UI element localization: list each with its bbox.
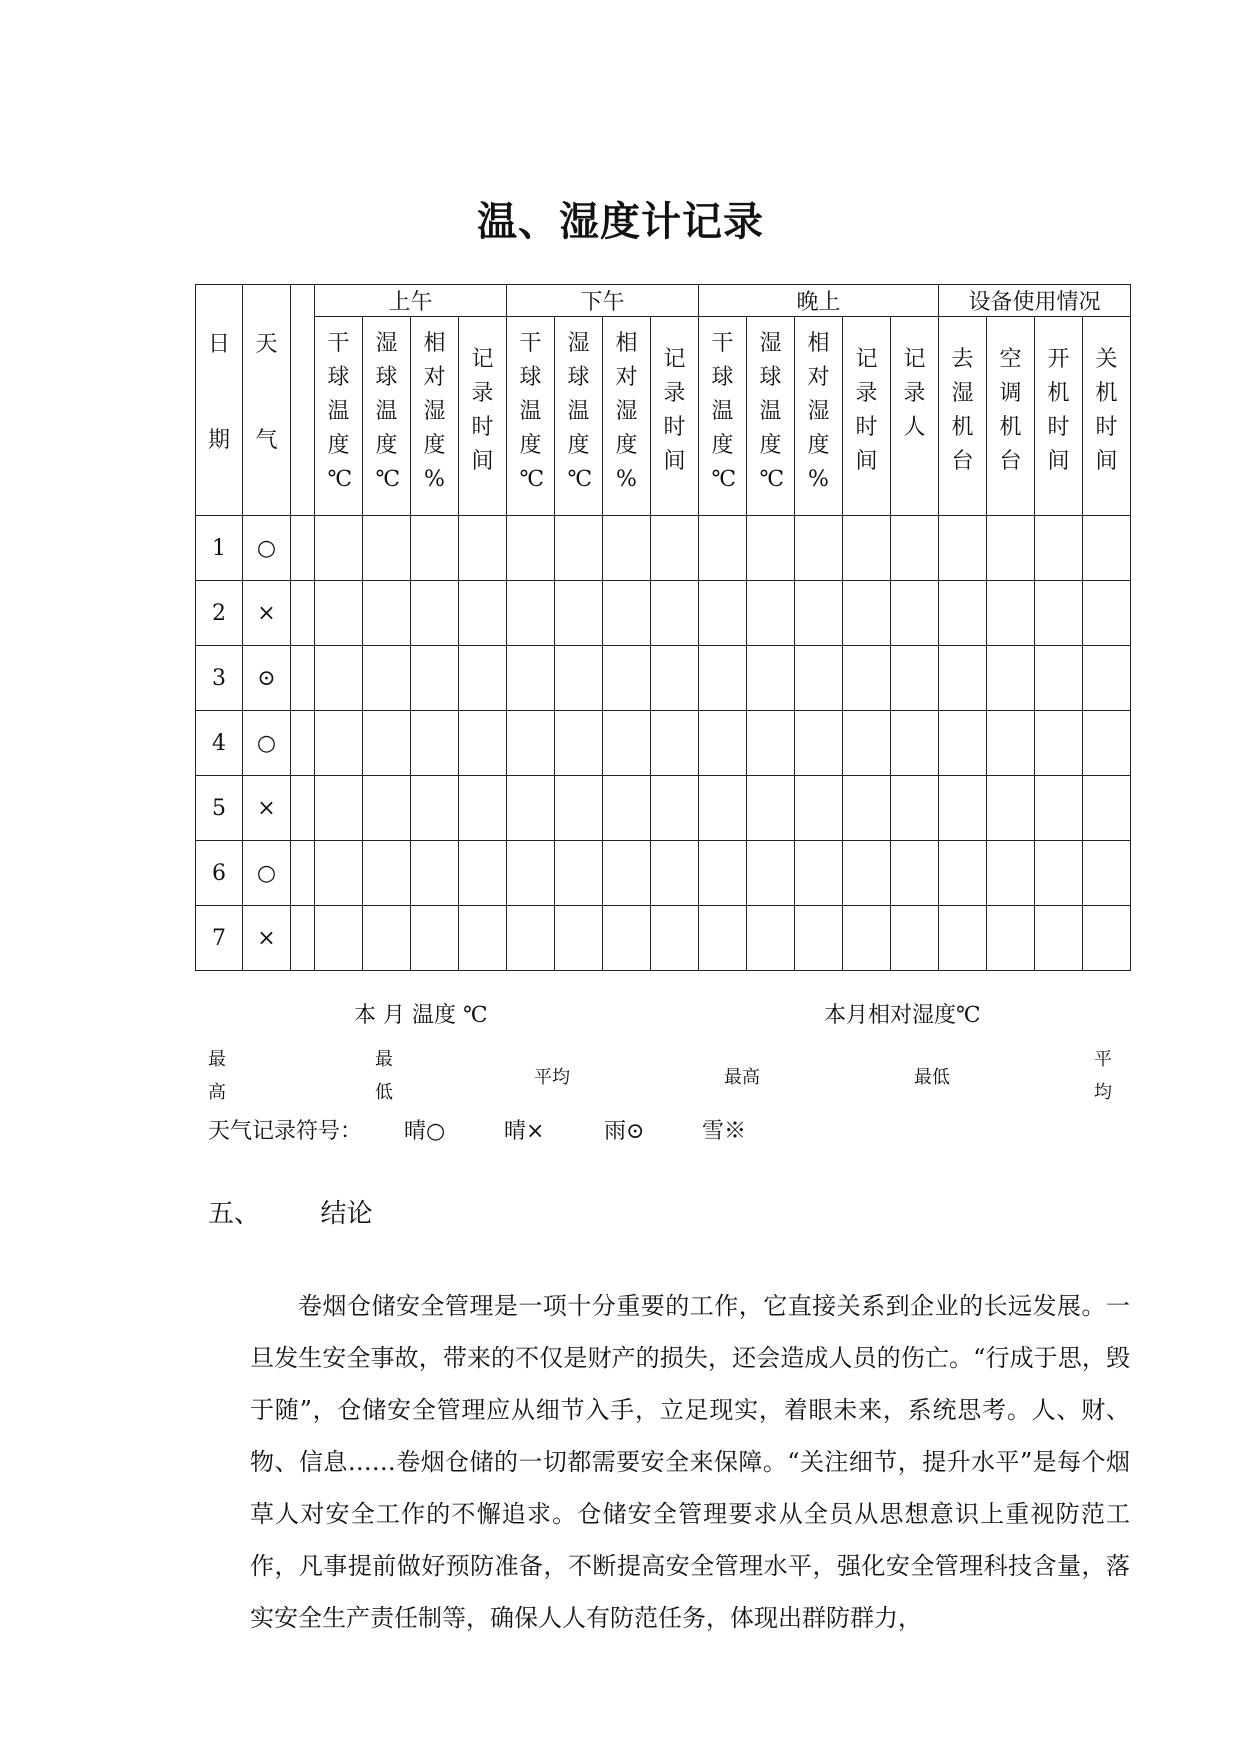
empty-cell[interactable] [555,516,603,581]
group-afternoon: 下午 [507,285,699,317]
empty-cell[interactable] [891,906,939,971]
weather-cell: ○ [243,516,291,581]
empty-cell[interactable] [1035,906,1083,971]
empty-cell[interactable] [459,841,507,906]
empty-cell[interactable] [891,711,939,776]
empty-cell[interactable] [555,711,603,776]
empty-cell[interactable] [939,516,987,581]
empty-cell[interactable] [315,841,363,906]
empty-cell[interactable] [603,711,651,776]
empty-cell[interactable] [939,776,987,841]
empty-cell[interactable] [987,906,1035,971]
empty-cell[interactable] [363,646,411,711]
empty-cell[interactable] [507,646,555,711]
section-number: 五、 [208,1199,261,1229]
empty-cell[interactable] [603,776,651,841]
table-row [196,711,1131,776]
empty-cell[interactable] [291,516,315,581]
empty-cell[interactable] [1035,776,1083,841]
evening-col-header: 记录人 [891,317,939,516]
morning-col-header: 湿球温度 ℃ [363,317,411,516]
empty-cell[interactable] [1083,776,1131,841]
day-cell: 5 [196,776,243,841]
evening-col-header: 记录时间 [843,317,891,516]
afternoon-col-header: 记录时间 [651,317,699,516]
empty-cell[interactable] [843,646,891,711]
empty-cell[interactable] [1083,841,1131,906]
equipment-col-header: 关机时间 [1083,317,1131,516]
empty-cell[interactable] [1083,516,1131,581]
empty-cell[interactable] [843,516,891,581]
empty-cell[interactable] [363,711,411,776]
page-title: 温、湿度计记录 [477,199,764,245]
section-heading [208,1193,373,1230]
empty-cell[interactable] [795,581,843,646]
empty-cell[interactable] [291,646,315,711]
weather-cell: ○ [243,841,291,906]
empty-cell[interactable] [459,581,507,646]
day-cell: 4 [196,711,243,776]
empty-cell[interactable] [507,841,555,906]
empty-cell[interactable] [891,516,939,581]
empty-cell[interactable] [315,776,363,841]
empty-cell[interactable] [411,776,459,841]
legend-sunny-cross: 晴× [504,1119,545,1144]
date-header: 日期 [196,285,243,516]
avg-humidity-label: 平 均 [1094,1049,1112,1103]
empty-cell[interactable] [891,646,939,711]
conclusion-paragraph: 卷烟仓储安全管理是一项十分重要的工作，它直接关系到企业的长远发展。一旦发生安全事故，带来的不仅是财产的损失，还会造成人员的伤亡。“行成于思，毁于随”，仓储安全管理应从细节入手，立足现实，着眼未来，系统思考。人、财、物、信息……卷烟仓储的一切都需要安全来保障。“关注细节，提升水平”是每个烟草人对安全工作的不懈追求。仓储安全管理要求从全员从思想意识上重视防范工作，凡事提前做好预防准备，不断提高安全管理水平，强化安全管理科技含量，落实安全生产责任制等，确保人人有防范任务，体现出群防群力， [250,1292,1130,1632]
empty-cell[interactable] [699,581,747,646]
empty-cell[interactable] [651,841,699,906]
empty-cell[interactable] [795,646,843,711]
empty-cell[interactable] [555,776,603,841]
empty-cell[interactable] [363,776,411,841]
monthly-temperature-label: 本 月 温度 ℃ [354,1003,488,1028]
empty-cell[interactable] [987,646,1035,711]
empty-cell[interactable] [291,906,315,971]
empty-cell[interactable] [939,646,987,711]
empty-cell[interactable] [291,711,315,776]
empty-cell[interactable] [987,711,1035,776]
legend-snow: 雪※ [702,1119,747,1144]
empty-cell[interactable] [651,646,699,711]
empty-cell[interactable] [507,581,555,646]
empty-cell[interactable] [459,516,507,581]
weather-cell: ⊙ [243,646,291,711]
empty-cell[interactable] [1035,516,1083,581]
evening-col-header: 湿球温度 ℃ [747,317,795,516]
empty-cell[interactable] [699,776,747,841]
day-cell: 2 [196,581,243,646]
evening-col-header: 干球温度 ℃ [699,317,747,516]
table-row [196,906,1131,971]
empty-cell[interactable] [507,516,555,581]
empty-cell[interactable] [651,776,699,841]
empty-cell[interactable] [939,581,987,646]
weather-header: 天气 [243,285,291,516]
empty-cell[interactable] [987,776,1035,841]
spacer-column [291,285,315,516]
empty-cell[interactable] [363,841,411,906]
empty-cell[interactable] [699,646,747,711]
table-row [196,776,1131,841]
min-temperature-label: 最 低 [375,1049,393,1103]
empty-cell[interactable] [795,841,843,906]
empty-cell[interactable] [459,906,507,971]
empty-cell[interactable] [507,906,555,971]
empty-cell[interactable] [987,516,1035,581]
empty-cell[interactable] [411,581,459,646]
empty-cell[interactable] [411,711,459,776]
empty-cell[interactable] [411,646,459,711]
empty-cell[interactable] [747,581,795,646]
weather-cell: × [243,906,291,971]
equipment-col-header: 空调机台 [987,317,1035,516]
empty-cell[interactable] [459,646,507,711]
table-row [196,516,1131,581]
avg-temperature-label: 平均 [534,1067,570,1088]
empty-cell[interactable] [651,711,699,776]
table-row [196,841,1131,906]
morning-col-header: 记录时间 [459,317,507,516]
empty-cell[interactable] [315,516,363,581]
empty-cell[interactable] [603,646,651,711]
empty-cell[interactable] [555,906,603,971]
empty-cell[interactable] [555,841,603,906]
group-evening: 晚上 [699,285,939,317]
weather-cell: × [243,776,291,841]
empty-cell[interactable] [699,516,747,581]
table-row [196,581,1131,646]
empty-cell[interactable] [747,516,795,581]
empty-cell[interactable] [459,711,507,776]
empty-cell[interactable] [555,646,603,711]
legend-sunny-circle: 晴○ [404,1119,446,1144]
afternoon-col-header: 湿球温度 ℃ [555,317,603,516]
empty-cell[interactable] [603,841,651,906]
max-temperature-label: 最 高 [208,1049,226,1103]
empty-cell[interactable] [1035,581,1083,646]
day-cell: 1 [196,516,243,581]
empty-cell[interactable] [891,581,939,646]
empty-cell[interactable] [843,776,891,841]
empty-cell[interactable] [843,841,891,906]
afternoon-col-header: 相对湿度 % [603,317,651,516]
empty-cell[interactable] [747,841,795,906]
empty-cell[interactable] [1035,646,1083,711]
empty-cell[interactable] [651,581,699,646]
evening-col-header: 相对湿度 % [795,317,843,516]
empty-cell[interactable] [291,581,315,646]
empty-cell[interactable] [291,841,315,906]
empty-cell[interactable] [699,906,747,971]
empty-cell[interactable] [843,906,891,971]
empty-cell[interactable] [603,516,651,581]
legend-rain: 雨⊙ [604,1119,645,1144]
day-cell: 3 [196,646,243,711]
equipment-col-header: 去湿机台 [939,317,987,516]
min-humidity-label: 最低 [914,1067,950,1088]
empty-cell[interactable] [699,711,747,776]
empty-cell[interactable] [795,776,843,841]
empty-cell[interactable] [411,906,459,971]
empty-cell[interactable] [987,581,1035,646]
empty-cell[interactable] [507,776,555,841]
empty-cell[interactable] [651,516,699,581]
empty-cell[interactable] [987,841,1035,906]
empty-cell[interactable] [1035,711,1083,776]
morning-col-header: 干球温度 ℃ [315,317,363,516]
empty-cell[interactable] [747,711,795,776]
empty-cell[interactable] [891,776,939,841]
empty-cell[interactable] [1083,906,1131,971]
empty-cell[interactable] [363,906,411,971]
monthly-humidity-label: 本月相对湿度℃ [824,1003,981,1028]
empty-cell[interactable] [747,776,795,841]
empty-cell[interactable] [363,516,411,581]
empty-cell[interactable] [747,906,795,971]
empty-cell[interactable] [795,516,843,581]
empty-cell[interactable] [315,711,363,776]
empty-cell[interactable] [1083,646,1131,711]
empty-cell[interactable] [459,776,507,841]
empty-cell[interactable] [843,581,891,646]
empty-cell[interactable] [1083,711,1131,776]
empty-cell[interactable] [1035,841,1083,906]
empty-cell[interactable] [939,906,987,971]
section-title: 结论 [320,1199,373,1229]
empty-cell[interactable] [315,906,363,971]
empty-cell[interactable] [411,516,459,581]
empty-cell[interactable] [1083,581,1131,646]
group-morning: 上午 [315,285,507,317]
empty-cell[interactable] [651,906,699,971]
empty-cell[interactable] [315,581,363,646]
empty-cell[interactable] [699,841,747,906]
weather-cell: ○ [243,711,291,776]
empty-cell[interactable] [411,841,459,906]
empty-cell[interactable] [507,711,555,776]
weather-cell: × [243,581,291,646]
day-cell: 6 [196,841,243,906]
empty-cell[interactable] [939,711,987,776]
empty-cell[interactable] [891,841,939,906]
empty-cell[interactable] [603,581,651,646]
equipment-col-header: 开机时间 [1035,317,1083,516]
empty-cell[interactable] [363,581,411,646]
temperature-humidity-table [195,284,1131,971]
empty-cell[interactable] [795,711,843,776]
empty-cell[interactable] [603,906,651,971]
empty-cell[interactable] [747,646,795,711]
empty-cell[interactable] [315,646,363,711]
weather-legend-label: 天气记录符号： [208,1119,363,1144]
empty-cell[interactable] [795,906,843,971]
empty-cell[interactable] [291,776,315,841]
max-humidity-label: 最高 [724,1067,760,1088]
table-row [196,646,1131,711]
day-cell: 7 [196,906,243,971]
empty-cell[interactable] [843,711,891,776]
empty-cell[interactable] [939,841,987,906]
empty-cell[interactable] [555,581,603,646]
morning-col-header: 相对湿度 % [411,317,459,516]
afternoon-col-header: 干球温度 ℃ [507,317,555,516]
group-equipment: 设备使用情况 [939,285,1131,317]
